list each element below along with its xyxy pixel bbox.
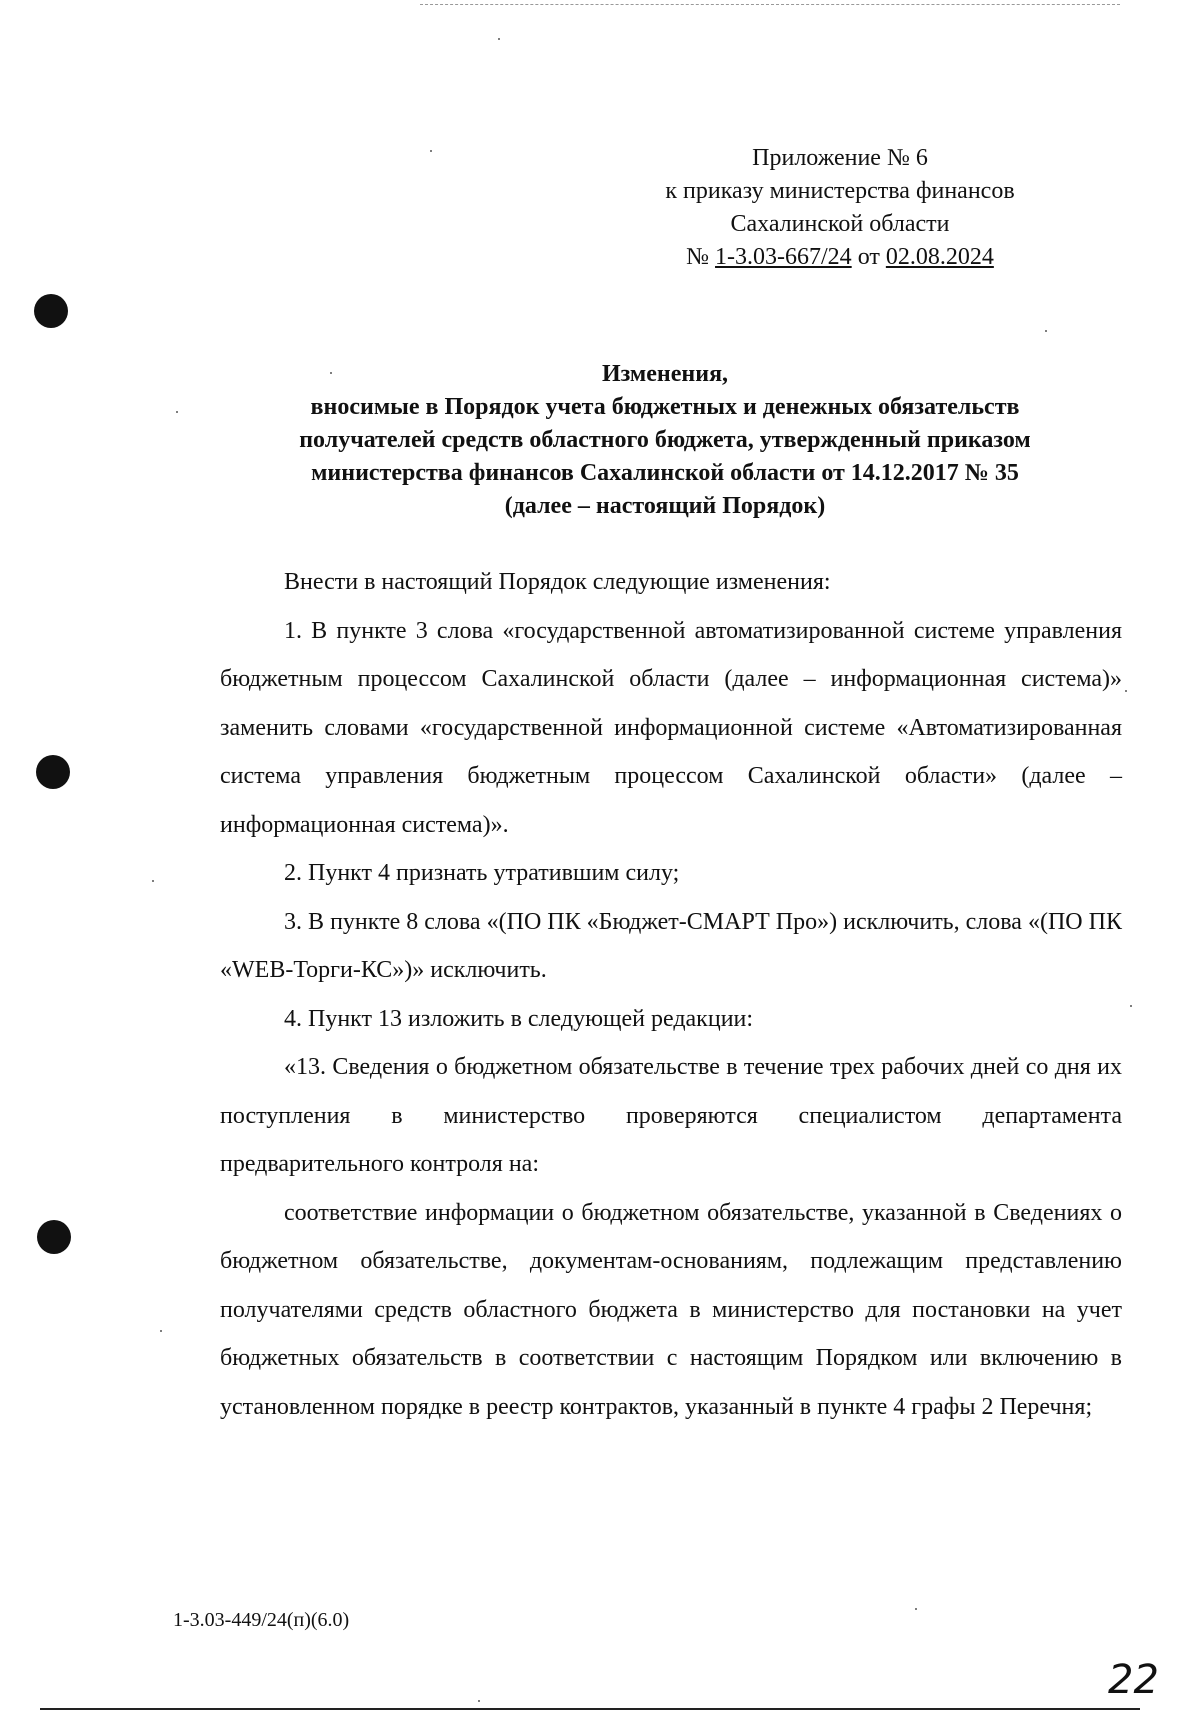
item-3-paragraph: 3. В пункте 8 слова «(ПО ПК «Бюджет-СМАРТ Про») исключить, слова «(ПО ПК «WEB-Торги-КС»)» исключить. <box>220 908 1122 983</box>
scan-speck <box>1130 1005 1132 1007</box>
scan-speck <box>330 372 332 374</box>
appendix-line-2: к приказу министерства финансов <box>665 178 1015 204</box>
intro-paragraph: Внести в настоящий Порядок следующие изменения: <box>284 569 831 595</box>
appendix-order-ref <box>580 241 1100 274</box>
scan-speck <box>430 150 432 152</box>
scan-speck <box>1045 330 1047 332</box>
handwritten-page-number: 22 <box>1108 1657 1159 1703</box>
scan-speck <box>160 1330 162 1332</box>
scan-speck <box>176 411 178 413</box>
item-1-paragraph: 1. В пункте 3 слова «государственной автоматизированной системе управления бюджетным процессом Сахалинской области (далее – информационная система)» заменить словами «государственной информационной системе «Автоматизированная система управления бюджетным процессом Сахалинской области» (далее – информационная система)». <box>220 617 1122 838</box>
number-prefix: № <box>686 244 710 270</box>
scan-speck <box>152 880 154 882</box>
footer-document-code: 1-3.03-449/24(п)(6.0) <box>173 1609 350 1631</box>
item-4-quote-paragraph: «13. Сведения о бюджетном обязательстве в течение трех рабочих дней со дня их поступления в министерство проверяются специалистом департамента предварительного контроля на: <box>220 1054 1122 1177</box>
title-line-4: министерства финансов Сахалинской области от 14.12.2017 № 35 <box>311 460 1019 486</box>
title-line-2: вносимые в Порядок учета бюджетных и денежных обязательств <box>310 394 1020 420</box>
item-4-check-paragraph: соответствие информации о бюджетном обязательстве, указанной в Сведениях о бюджетном обязательстве, документам-основаниям, подлежащим представлению получателями средств областного бюджета в министерство для постановки на учет бюджетных обязательств в соответствии с настоящим Порядком или включению в установленном порядке в реестр контрактов, указанный в пункте 4 графы 2 Перечня; <box>220 1199 1122 1420</box>
scan-edge-top <box>420 4 1120 5</box>
appendix-header <box>580 142 1100 274</box>
appendix-line-1: Приложение № 6 <box>752 145 928 171</box>
scan-speck <box>915 1608 917 1610</box>
title-line-3: получателей средств областного бюджета, утвержденный приказом <box>299 427 1031 453</box>
order-number: 1-3.03-667/24 <box>715 244 852 270</box>
item-2-paragraph: 2. Пункт 4 признать утратившим силу; <box>284 860 680 886</box>
punch-hole <box>34 294 68 328</box>
date-prefix: от <box>857 244 880 270</box>
scan-speck <box>498 38 500 40</box>
appendix-line-3: Сахалинской области <box>730 211 950 237</box>
punch-hole <box>36 755 70 789</box>
document-title <box>200 358 1130 523</box>
item-4-paragraph: 4. Пункт 13 изложить в следующей редакции: <box>284 1005 754 1032</box>
scan-speck <box>478 1700 480 1702</box>
title-line-1: Изменения, <box>601 361 729 387</box>
scan-speck <box>1125 690 1127 692</box>
order-date: 02.08.2024 <box>885 244 994 270</box>
scan-edge-bottom <box>40 1708 1140 1710</box>
punch-hole <box>37 1220 71 1254</box>
title-line-5: (далее – настоящий Порядок) <box>504 493 826 519</box>
document-body <box>220 558 1122 1431</box>
